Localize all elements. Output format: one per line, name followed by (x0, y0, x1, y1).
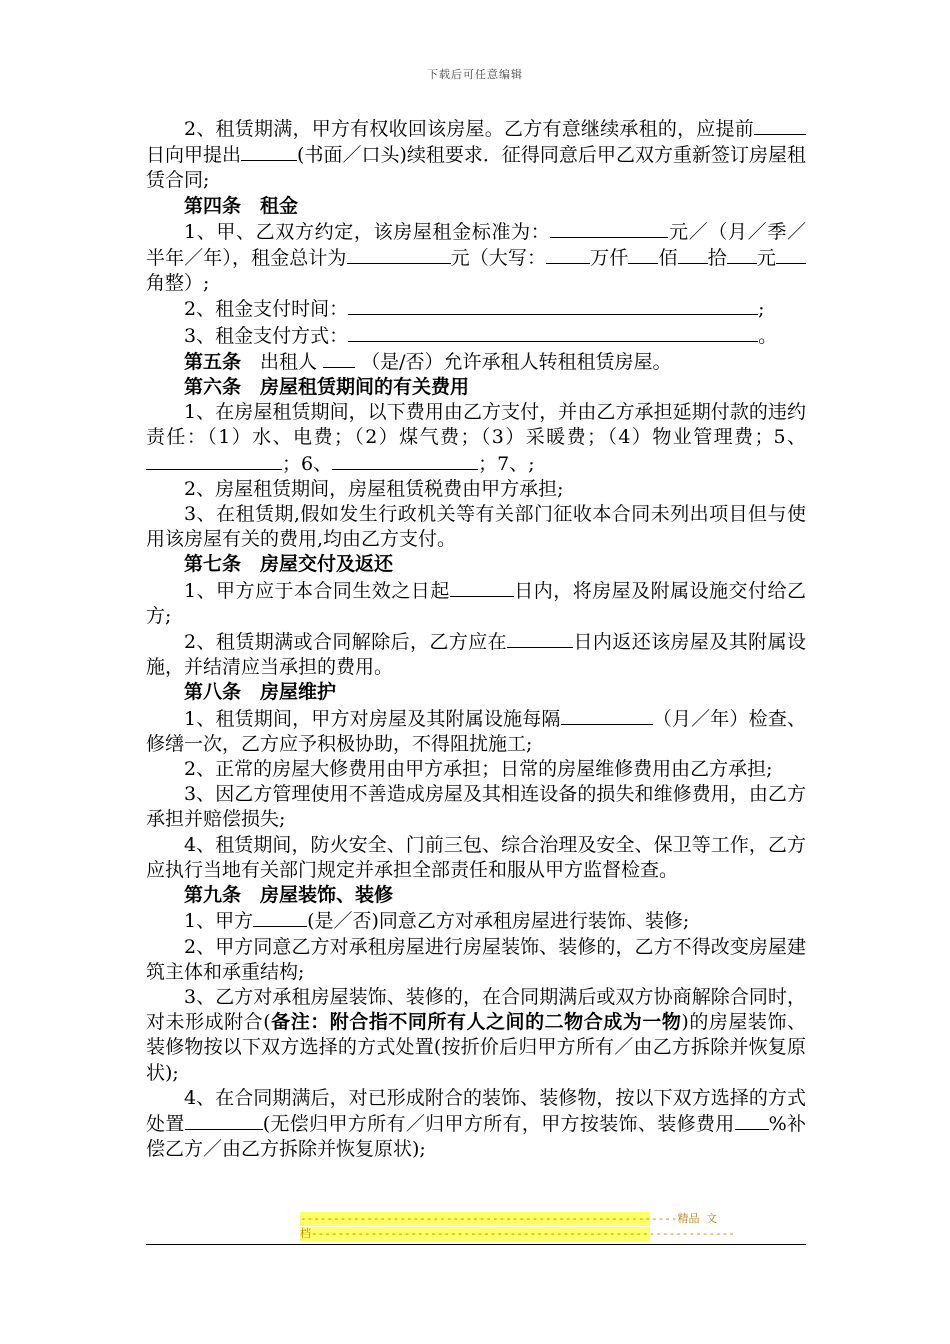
article-5 (146, 349, 806, 375)
footer-rule (146, 1244, 806, 1245)
paragraph-inspection (146, 706, 806, 757)
text: 1、在房屋租赁期间，以下费用由乙方支付，并由乙方承担延期付款的违约责任：（1）水、电费；（2）煤气费；（3）采暖费；（4）物业管理费；5、 (146, 401, 806, 449)
text: 4、在合同期满后，对已形成附合的装饰、装修物，按以下双方选择的方式处置 (146, 1086, 806, 1135)
watermark-line-1: ---------------------------------------------------------精品 文 (300, 1212, 718, 1225)
blank-field[interactable] (776, 245, 806, 264)
blank-field[interactable] (241, 142, 297, 161)
text: (无偿归甲方所有／归甲方所有，甲方按装饰、装修费用 (262, 1112, 735, 1135)
paragraph-repair-costs: 2、正常的房屋大修费用由甲方承担；日常的房屋维修费用由乙方承担; (184, 758, 773, 781)
text: 拾 (707, 247, 727, 270)
blank-field[interactable] (546, 245, 590, 264)
blank-field[interactable] (332, 451, 478, 470)
paragraph-payment-time (146, 296, 806, 322)
text: 2、租赁期满，甲方有权收回该房屋。乙方有意继续承租的，应提前 (184, 118, 754, 140)
blank-field[interactable] (754, 116, 806, 135)
blank-field[interactable] (323, 349, 355, 368)
text: （是/否）允许承租人转租租赁房屋。 (361, 350, 672, 373)
text: 元（大写： (450, 247, 547, 270)
article-9-heading: 第九条 房屋装饰、装修 (184, 884, 394, 907)
text: 万仟 (590, 247, 629, 270)
paragraph-attached (146, 1086, 806, 1163)
blank-field[interactable] (561, 706, 653, 725)
text: 3、乙方对承租房屋装饰、装修的，在合同期满后或双方协商解除合同时，对未形成附合( (146, 985, 806, 1034)
paragraph-other-fees: 3、在租赁期,假如发生行政机关等有关部门征收本合同未列出项目但与使用该房屋有关的费用,均由乙方支付。 (146, 503, 806, 551)
paragraph-tax: 2、房屋租赁期间，房屋租赁税费由甲方承担; (184, 477, 564, 500)
text: 日内返还该房屋及其附属设施，并结清应当承担的费用。 (146, 631, 806, 679)
watermark-line-2: 档---------------------------------------------------------------- (300, 1227, 735, 1240)
blank-field[interactable] (628, 245, 658, 264)
article-6-heading: 第六条 房屋租赁期间的有关费用 (184, 376, 470, 399)
text: 出租人 (260, 350, 318, 373)
text: 日内，将房屋及附属设施交付给乙方; (146, 579, 806, 627)
page-header: 下载后可任意编辑 (427, 68, 523, 81)
paragraph-damage: 3、因乙方管理使用不善造成房屋及其相连设备的损失和维修费用，由乙方承担并赔偿损失; (146, 783, 806, 831)
text: 日向甲提出 (146, 144, 242, 167)
text: ；7、 (478, 452, 529, 475)
text: 2、租赁期满或合同解除后，乙方应在 (184, 631, 508, 654)
article-7-heading: 第七条 房屋交付及返还 (184, 553, 394, 576)
text: 角整）; (146, 272, 210, 295)
paragraph-payment-method (146, 323, 806, 349)
text: (是／否)同意乙方对承租房屋进行装饰、装修; (307, 910, 690, 933)
text: 2、租金支付时间： (184, 298, 349, 321)
text: 元／（月／季／半年／年），租金总计为 (146, 220, 806, 270)
blank-field[interactable] (347, 245, 451, 264)
text: （月／年）检查、修缮一次，乙方应予积极协助，不得阻扰施工; (146, 707, 806, 755)
blank-field[interactable] (550, 219, 668, 238)
text: %补偿乙方／由乙方拆除并恢复原状); (146, 1112, 806, 1161)
paragraph-renewal (146, 116, 806, 194)
paragraph-decoration-consent (146, 908, 806, 934)
paragraph-tenant-fees (146, 400, 806, 477)
blank-field[interactable] (348, 296, 758, 315)
blank-field[interactable] (727, 245, 757, 264)
text: 1、甲方应于本合同生效之日起 (184, 579, 450, 602)
blank-field[interactable] (507, 629, 573, 648)
text: 3、租金支付方式： (184, 324, 349, 347)
paragraph-non-attached (146, 985, 806, 1086)
text: 。 (758, 324, 778, 347)
blank-field[interactable] (678, 245, 708, 264)
text: )的房屋装饰、装修物按以下双方选择的方式处置(按折价后归甲方所有／由乙方拆除并恢复原状); (146, 1011, 806, 1084)
text: (书面／口头)续租要求．征得同意后甲乙双方重新签订房屋租赁合同; (146, 144, 806, 192)
text: 佰 (658, 247, 678, 270)
text: ; (758, 298, 765, 321)
paragraph-safety: 4、租赁期间，防火安全、门前三包、综合治理及安全、保卫等工作，乙方应执行当地有关部门规定并承担全部责任和服从甲方监督检查。 (146, 833, 806, 881)
document-body (146, 116, 806, 1162)
blank-field[interactable] (146, 451, 282, 470)
text: ; (528, 452, 535, 475)
article-4-heading: 第四条 租金 (184, 194, 299, 217)
paragraph-rent-standard (146, 219, 806, 297)
blank-field[interactable] (735, 1111, 769, 1130)
blank-field[interactable] (348, 323, 758, 342)
text: 1、甲、乙双方约定，该房屋租金标准为： (184, 220, 551, 243)
paragraph-return (146, 629, 806, 680)
paragraph-delivery (146, 578, 806, 629)
text: 元 (756, 247, 776, 270)
blank-field[interactable] (450, 578, 514, 597)
note-bold: 备注：附合指不同所有人之间的二物合成为一物 (270, 1011, 682, 1034)
blank-field[interactable] (185, 1111, 263, 1130)
text: ；6、 (282, 452, 333, 475)
article-8-heading: 第八条 房屋维护 (184, 681, 337, 704)
text: 1、甲方 (184, 910, 254, 933)
blank-field[interactable] (253, 908, 307, 927)
text: 1、租赁期间，甲方对房屋及其附属设施每隔 (184, 707, 561, 730)
paragraph-structure: 2、甲方同意乙方对承租房屋进行房屋装饰、装修的，乙方不得改变房屋建筑主体和承重结构; (146, 935, 806, 983)
article-5-title: 第五条 (184, 350, 242, 373)
